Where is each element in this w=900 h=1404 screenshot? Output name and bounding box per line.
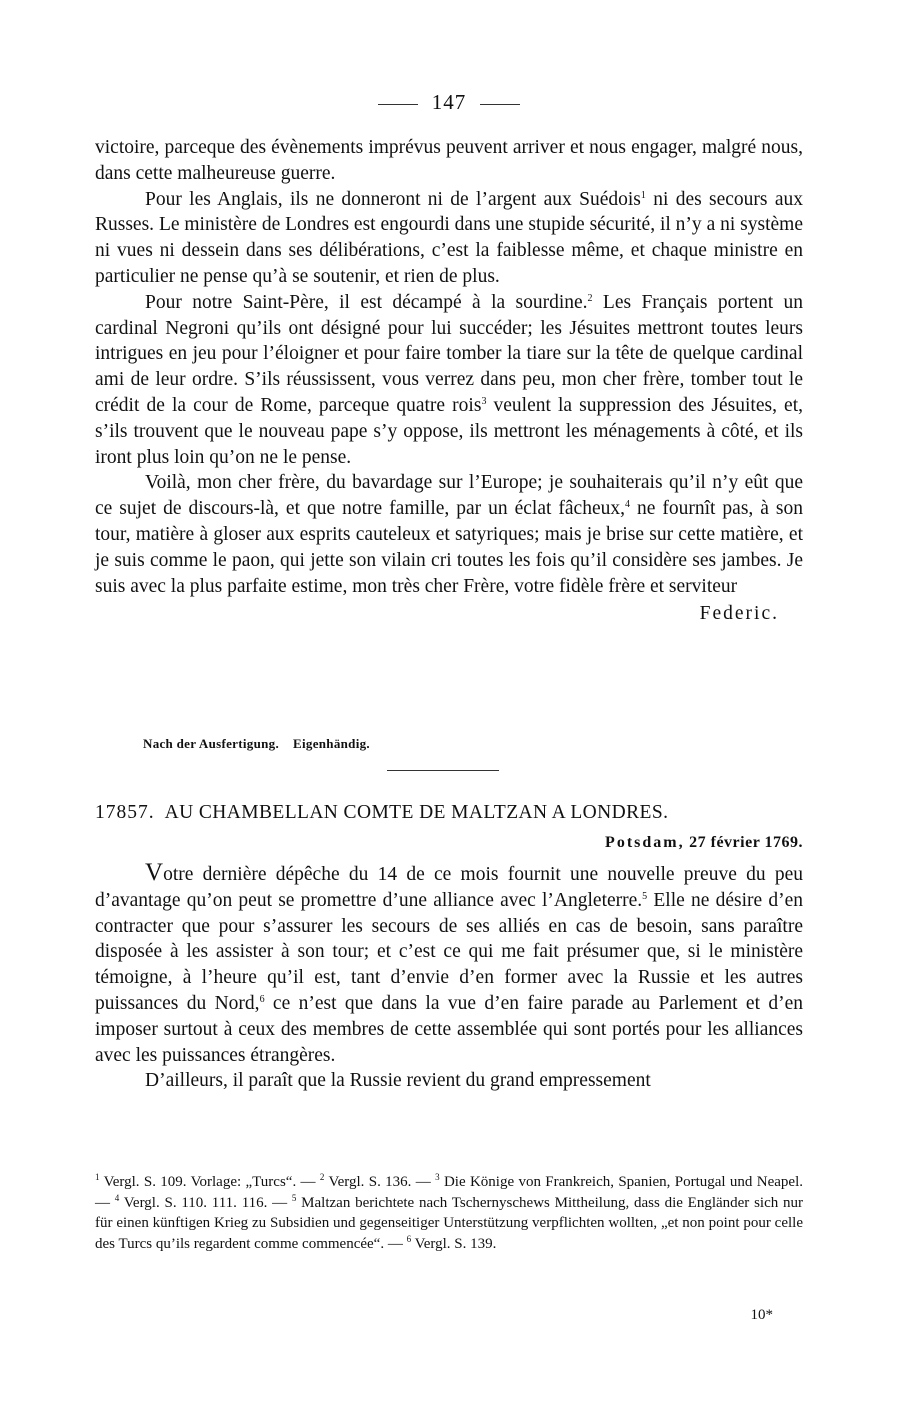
footnote-number: 2 (319, 1172, 325, 1182)
footnote-ref[interactable]: 6 (259, 993, 265, 1005)
signature-row (95, 599, 803, 625)
footnotes (95, 1172, 803, 1254)
paragraph-text: victoire, parceque des évènements imprévus peuvent arriver et nous engager, malgré nous, dans cette malheureuse guerre. (95, 137, 803, 184)
footnote-ref[interactable]: 1 (640, 189, 646, 201)
source-note (143, 736, 384, 752)
paragraph (95, 1068, 803, 1094)
footnote-text: Vergl. S. 110. 111. 116. — (119, 1194, 292, 1211)
footnote-text: Vergl. S. 136. — (324, 1174, 436, 1190)
paragraph-text: ce n’est que dans la vue d’en faire parade au Parlement et d’en imposer surtout à ceux des membres de cette assemblée qui sont portés pour les alliances avec les puissances étrangères. (95, 992, 803, 1066)
paragraph (95, 187, 803, 290)
footnote-number: 5 (291, 1192, 297, 1203)
paragraph-text: veulent la suppression des Jésuites, et, s’ils trouvent que le nouveau pape s’y oppose, ils mettront les ménagements à côté, et ils iront plus loin qu’on ne le pense. (95, 394, 804, 468)
footnote-number: 4 (114, 1192, 120, 1203)
footnote-ref[interactable]: 5 (642, 890, 648, 902)
paragraph-text: Elle ne désire d’en contracter que pour s’assurer les secours de ses alliés en cas de besoin, sans paraître disposée à les assister à son tour; et c’est ce qui me fait présumer que, si le ministère témoigne, à l’heure qu’il est, tant d’envie d’en former avec la Russie et les autres puissances du Nord, (95, 889, 803, 1014)
paragraph (95, 135, 803, 187)
footnote-number: 1 (95, 1172, 100, 1182)
paragraph (95, 860, 803, 1068)
letter-2-heading (95, 802, 803, 824)
section-divider (387, 770, 499, 771)
footnote-text: Vergl. S. 109. Vorlage: „Turcs“. — (99, 1174, 320, 1190)
letter-place: Potsdam, (605, 834, 685, 851)
header-rule-right (480, 104, 520, 105)
footnote-text: Die Könige von Frankreich, Spanien, Portugal und Neapel. — (95, 1174, 803, 1211)
paragraph-text: Les Français portent un cardinal Negroni qu’ils ont désigné pour lui succéder; les Jésuites mettront toutes leurs intrigues en jeu pour l’éloigner et pour faire tomber la tiare sur la tête de quelque cardinal ami de leur ordre. S’ils réussissent, vous verrez dans peu, mon cher frère, tomber tout le crédit de la cour de Rome, parceque quatre rois (95, 291, 803, 416)
footnote-ref[interactable]: 2 (587, 292, 593, 304)
paragraph-text: D’ailleurs, il paraît que la Russie revient du grand empressement (145, 1070, 651, 1092)
header-rule-left (378, 104, 418, 105)
page-header (95, 90, 803, 115)
paragraph-text: ni des secours aux Russes. Le ministère de Londres est engourdi dans une stupide sécurité, il n’y a ni système ni vues ni dessein dans ses délibérations, c’est la faiblesse même, et chaque ministre en particulier ne pense qu’à se soutenir, et rien de plus. (95, 188, 803, 287)
footnote-ref[interactable]: 4 (624, 499, 630, 511)
signature: Federic. (699, 603, 779, 625)
paragraph-text: Voilà, mon cher frère, du bavardage sur l’Europe; je souhaiterais qu’il n’y eût que ce sujet de discours-là, et que notre famille, par un éclat fâcheux, (95, 472, 803, 520)
letter-number: 17857. (95, 802, 155, 823)
letter-2-body (95, 860, 803, 1094)
paragraph-text: ne fournît pas, à son tour, matière à gloser aux esprits cauteleux et satyriques; mais je brise sur cette matière, et je suis comme le paon, qui jette son vilain cri toutes les fois qu’il considère ses jambes. Je suis avec la plus parfaite estime, mon très cher Frère, votre fidèle frère et serviteur (95, 498, 803, 597)
paragraph (95, 470, 803, 599)
paragraph-text: Pour les Anglais, ils ne donneront ni de l’argent aux Suédois (145, 188, 641, 210)
footnote-text: Maltzan berichtete nach Tschernyschews Mittheilung, dass die Engländer sich nur für einen künftigen Krieg zu Subsidien und gegenseitiger Unterstützung verpflichten wollten, „et non point pour celle des Turcs qu’ils regardent comme commencée“. — (95, 1194, 803, 1252)
paragraph (95, 290, 803, 471)
letter-1-body (95, 135, 803, 625)
drop-cap: V (145, 859, 164, 886)
printer-signature-mark: 10* (750, 1307, 773, 1323)
source-origin: Nach der Ausfertigung. (143, 736, 280, 751)
footnote-number: 6 (406, 1233, 412, 1244)
page-number: 147 (431, 90, 467, 114)
place-date (605, 834, 803, 852)
footnote-ref[interactable]: 3 (481, 395, 487, 407)
letter-date: 27 février 1769. (689, 834, 803, 851)
paragraph-text: Pour notre Saint-Père, il est décampé à la sourdine. (145, 291, 588, 313)
letter-title: AU CHAMBELLAN COMTE DE MALTZAN A LONDRES. (164, 802, 669, 823)
source-hand: Eigenhändig. (293, 736, 370, 751)
paragraph-text: otre dernière dépêche du 14 de ce mois fournit une nouvelle preuve du peu d’avantage qu’on peut se promettre d’une alliance avec l’Angleterre. (95, 864, 803, 911)
footnote-text: Vergl. S. 139. (411, 1235, 497, 1252)
footnote-number: 3 (435, 1172, 440, 1182)
